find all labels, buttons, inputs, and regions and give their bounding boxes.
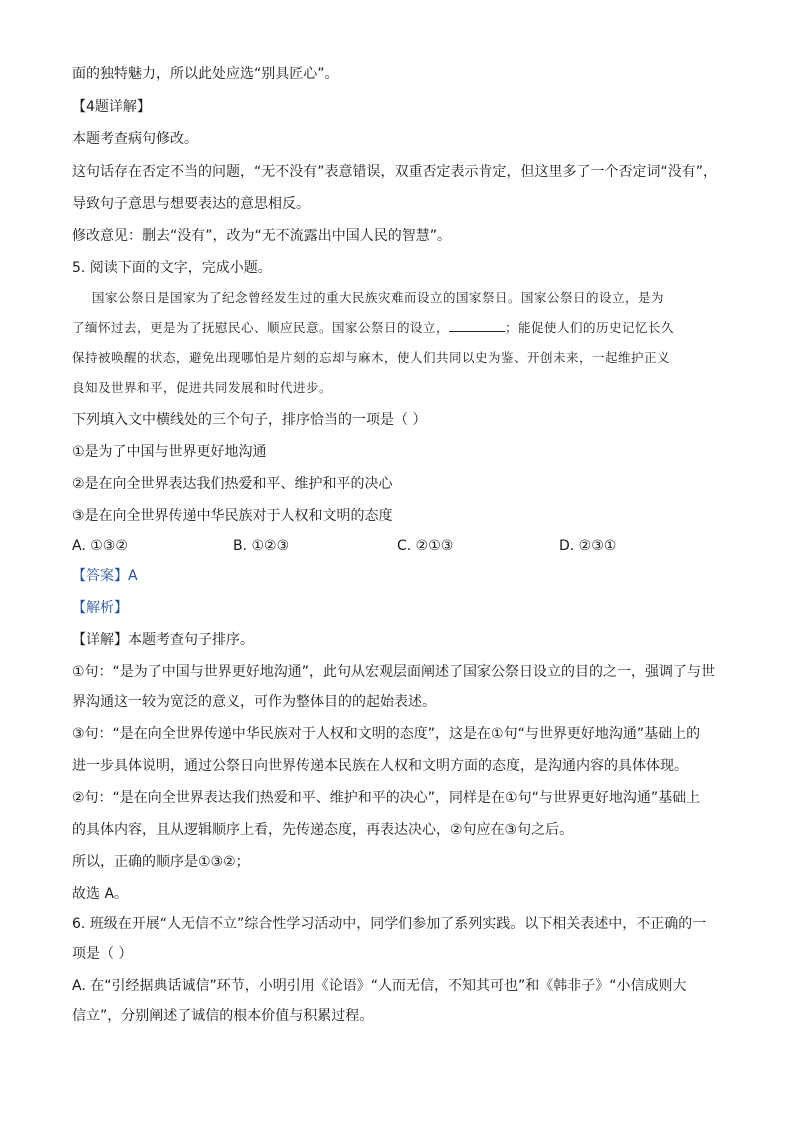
choice-b: B. ①②③: [233, 538, 290, 554]
text-line: 界沟通这一较为宽泛的意义，可作为整体目的的起始表述。: [72, 694, 436, 710]
passage-line: 国家公祭日是国家为了纪念曾经发生过的重大民族灾难而设立的国家祭日。国家公祭日的设立，是为: [92, 290, 665, 305]
passage-line: 良知及世界和平，促进共同发展和时代进步。: [72, 380, 333, 395]
text-line: 本题考查病句修改。: [72, 131, 198, 147]
passage-text: ；能促使人们的历史记忆长久: [505, 320, 675, 335]
text-line: ①句：“是为了中国与世界更好地沟通”，此句从宏观层面阐述了国家公祭日设立的目的之一，强调了与世: [72, 664, 716, 680]
passage-line-with-blank: [72, 318, 674, 338]
text-line: 项是（ ）: [72, 946, 133, 962]
text-line: 故选 A。: [72, 886, 129, 902]
choice-c: C. ②①③: [397, 538, 454, 554]
sentence-option: ②是在向全世界表达我们热爱和平、维护和平的决心: [72, 476, 393, 492]
choice-a-text: 信立”，分别阐述了诚信的根本价值与积累过程。: [72, 1008, 374, 1024]
choice-a-text: A. 在“引经据典话诚信”环节，小明引用《论语》“人而无信，不知其可也”和《韩非子》“小信成则大: [72, 978, 687, 994]
passage-line: 保持被唤醒的状态，避免出现哪怕是片刻的忘却与麻木，使人们共同以史为鉴、开创未来，一起维护正义: [72, 350, 671, 365]
text-line: ②句：“是在向全世界表达我们热爱和平、维护和平的决心”，同样是在①句“与世界更好地沟通”基础上: [72, 790, 701, 806]
text-line: 这句话存在否定不当的问题，“无不没有”表意错误，双重否定表示肯定，但这里多了一个否定词“没有”，: [72, 164, 718, 180]
text-line: ③句：“是在向全世界传递中华民族对于人权和文明的态度”，这是在①句“与世界更好地沟通”基础上的: [72, 726, 701, 742]
choice-d: D. ②③①: [559, 538, 617, 554]
analysis-label: 【解析】: [72, 600, 128, 616]
question-5-title: 5. 阅读下面的文字，完成小题。: [72, 260, 272, 276]
answer-label: 【答案】A: [72, 568, 138, 584]
question-6-title: 6. 班级在开展“人无信不立”综合性学习活动中，同学们参加了系列实践。以下相关表述中，不正确的一: [72, 916, 707, 932]
text-line: 面的独特魅力，所以此处应选“别具匠心”。: [72, 66, 339, 82]
text-line: 修改意见：删去“没有”，改为“无不流露出中国人民的智慧”。: [72, 228, 452, 244]
text-line: 所以，正确的顺序是①③②；: [72, 854, 250, 870]
sentence-option: ①是为了中国与世界更好地沟通: [72, 444, 267, 460]
question-stem: 下列填入文中横线处的三个句子，排序恰当的一项是（ ）: [72, 412, 427, 428]
passage-text: 了缅怀过去，更是为了抚慰民心、顺应民意。国家公祭日的设立，: [72, 320, 450, 335]
detail-label: 【详解】本题考查句子排序。: [72, 632, 254, 648]
choice-a: A. ①③②: [72, 538, 128, 554]
text-line: 进一步具体说明，通过公祭日向世界传递本民族在人权和文明方面的态度，是沟通内容的具体体现。: [72, 758, 688, 774]
q4-detail-header: 【4题详解】: [72, 99, 151, 115]
text-line: 导致句子意思与想要表达的意思相反。: [72, 196, 310, 212]
fill-blank: [449, 319, 505, 332]
sentence-option: ③是在向全世界传递中华民族对于人权和文明的态度: [72, 508, 393, 524]
text-line: 的具体内容，且从逻辑顺序上看，先传递态度，再表达决心，②句应在③句之后。: [72, 822, 574, 838]
